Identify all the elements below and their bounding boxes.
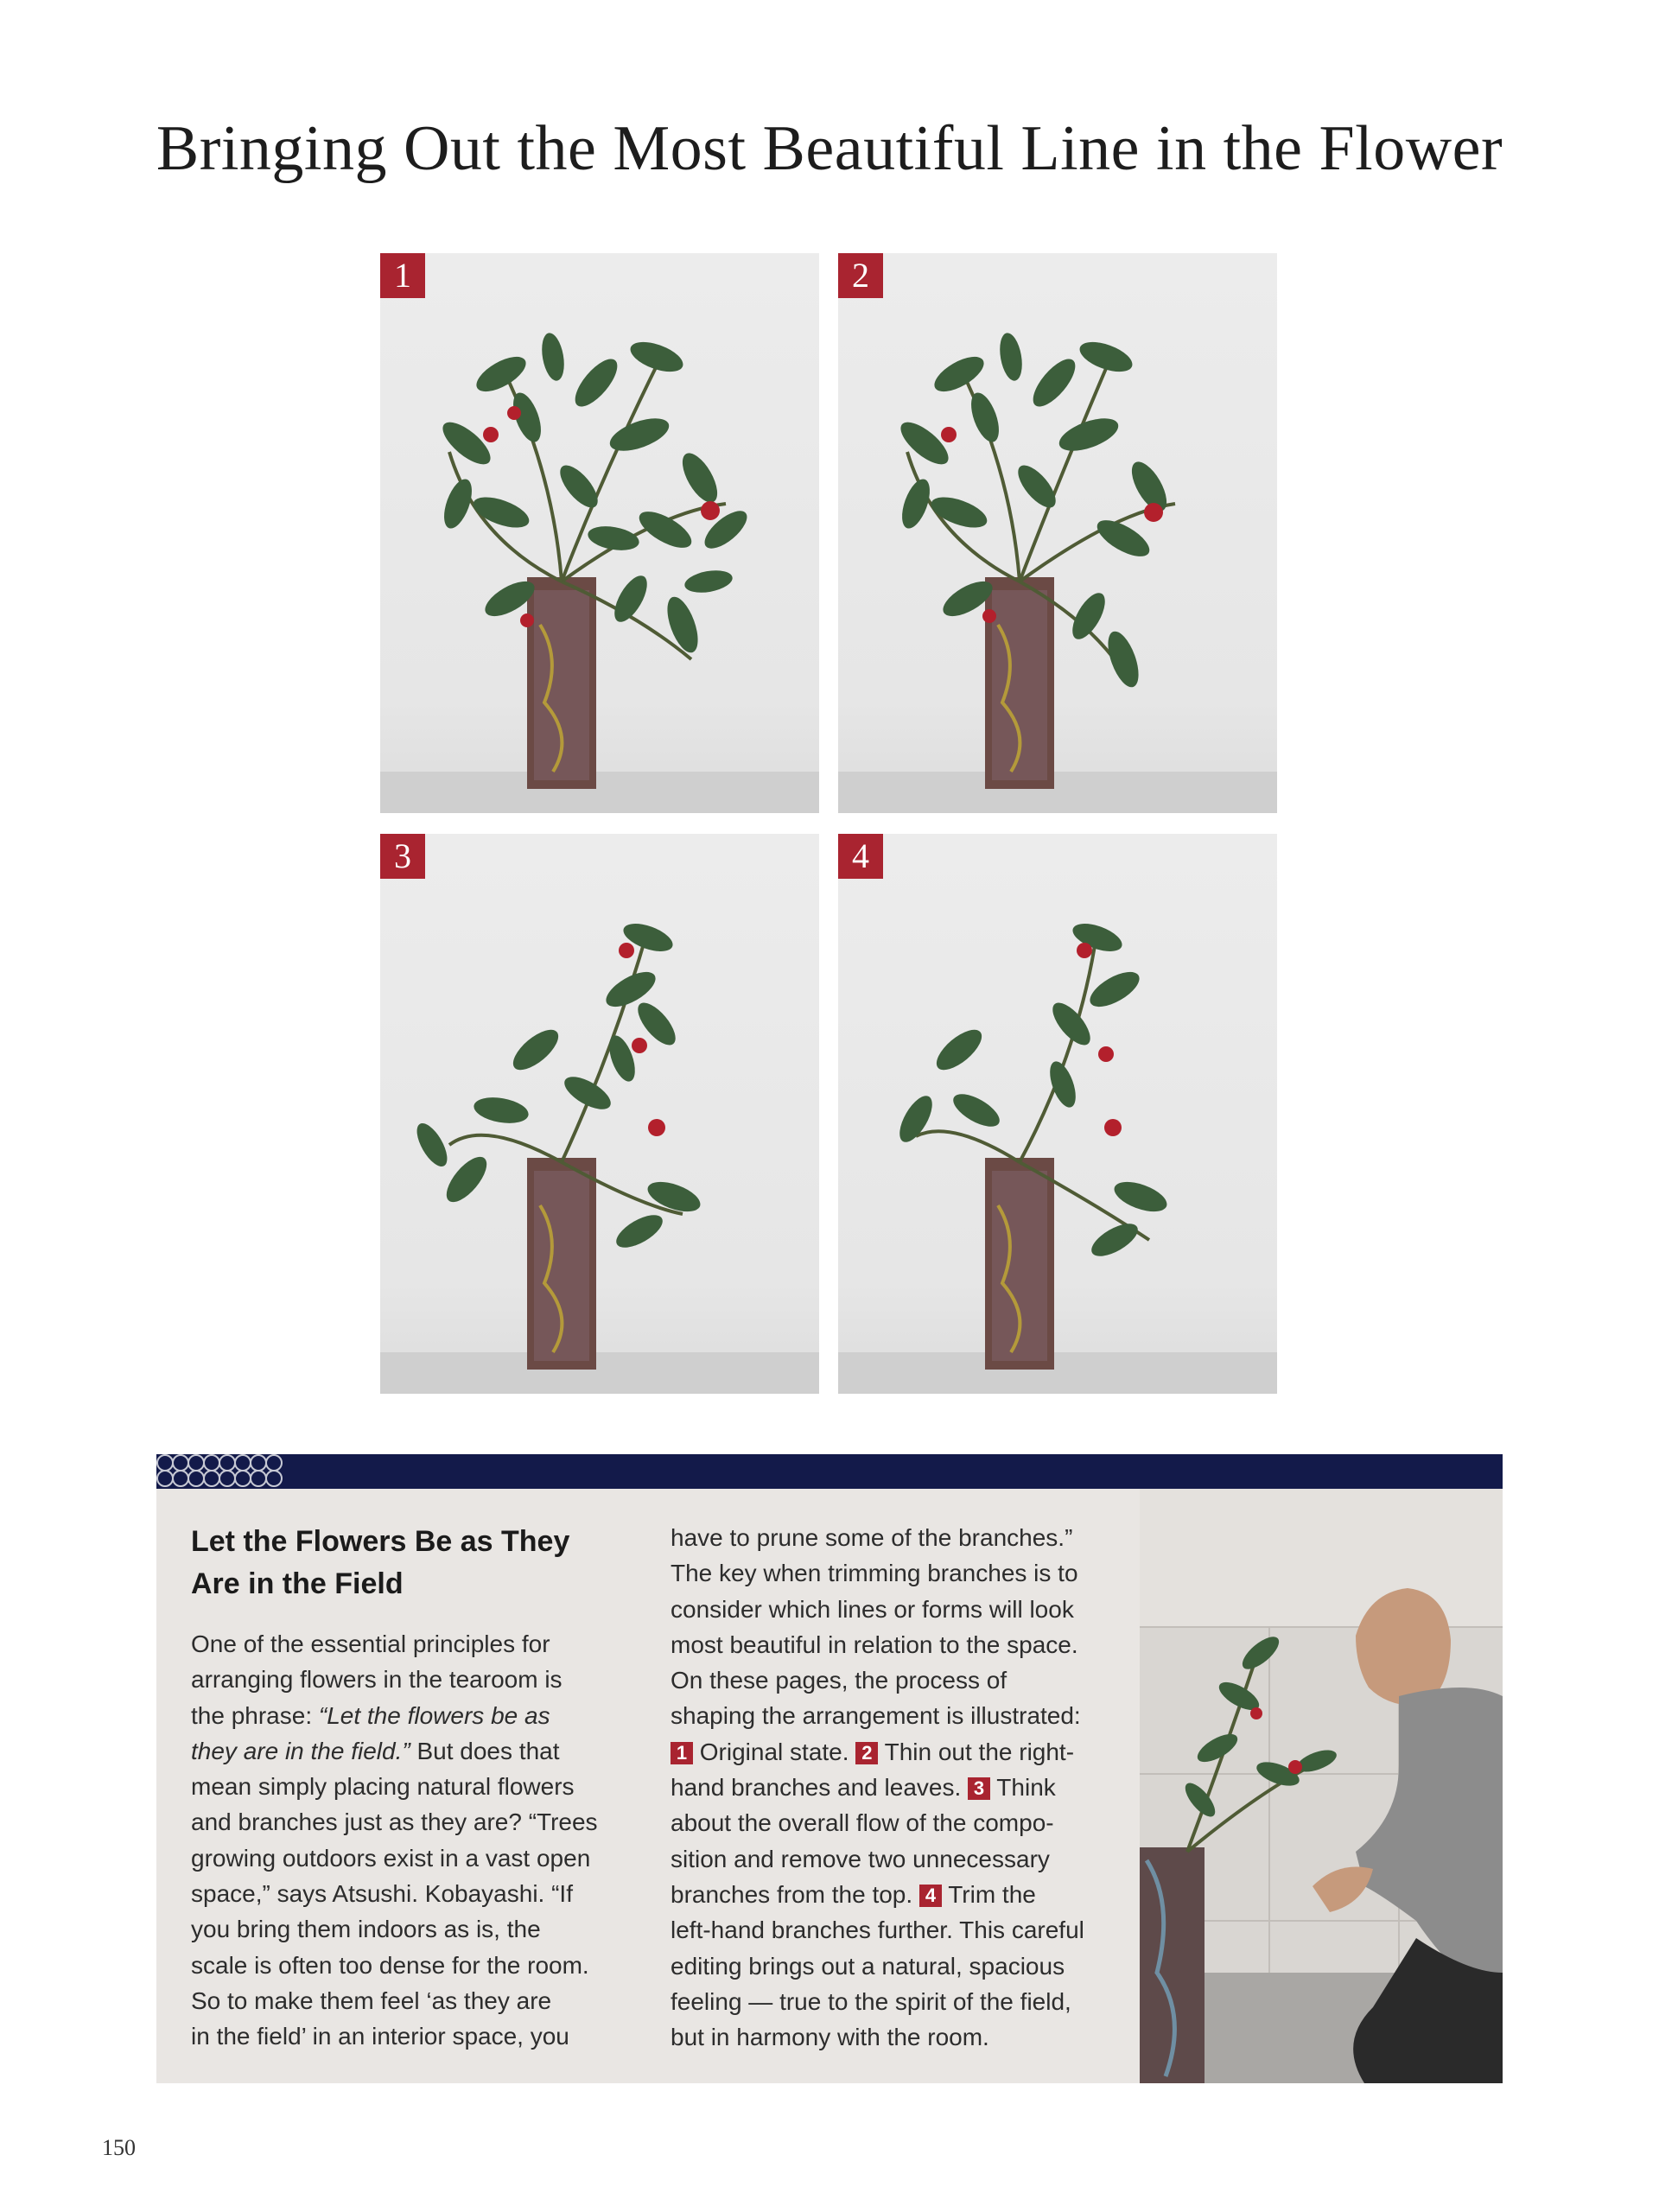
arrangement-illustration xyxy=(380,834,819,1394)
sidebar-text-column-1: One of the essential principles for arranging flowers in the tearoom is the phrase: “Let the flowers be as they are in the field.” But does that mean simply placing natural flowers and branches just as they are? “Trees growing outdoors exist in a vast open space,” says Atsushi. Kobayashi. “If you bring them indoors as is, the scale is often too dense for the room. So to make them feel ‘as they are in the field’ in an interior space, you xyxy=(191,1630,598,2050)
photo-number-badge: 1 xyxy=(380,253,425,298)
arrangement-photo-4 xyxy=(838,834,1277,1394)
artist-illustration xyxy=(1140,1489,1503,2083)
page-title: Bringing Out the Most Beautiful Line in the Flower xyxy=(156,113,1503,184)
arrangement-illustration xyxy=(838,253,1277,813)
artist-trimming-photo xyxy=(1140,1489,1503,2083)
step-badge-3: 3 xyxy=(968,1777,990,1800)
sidebar-decorative-band xyxy=(156,1454,1503,1489)
arrangement-illustration xyxy=(380,253,819,813)
sidebar-heading: Let the Flowers Be as They Are in the Field xyxy=(191,1525,570,1600)
step-badge-2: 2 xyxy=(855,1742,878,1764)
photo-number-badge: 2 xyxy=(838,253,883,298)
arrangement-photo-1 xyxy=(380,253,819,813)
step-badge-1: 1 xyxy=(671,1742,693,1764)
lattice-pattern-icon xyxy=(156,1454,286,1489)
arrangement-photo-2 xyxy=(838,253,1277,813)
sidebar-text-column-2: have to prune some of the branches.” The key when trimming branches is to consider which lines or forms will look most beautiful in relation to the space. On these pages, the process of shaping the arrangement is illustrated: 1 Original state. 2 Thin out the right- hand branches and leaves. 3 Think about the overall flow of the compo- sition and remove two unnecessary branches from the top. 4 Trim the left-hand branches further. This careful editing brings out a natural, spacious feeling — true to the spirit of the field, but in harmony with the room. xyxy=(671,1524,1084,2051)
arrangement-illustration xyxy=(838,834,1277,1394)
page-number: 150 xyxy=(102,2135,136,2160)
arrangement-photo-3 xyxy=(380,834,819,1394)
photo-number-badge: 4 xyxy=(838,834,883,879)
step-badge-4: 4 xyxy=(919,1885,942,1907)
photo-number-badge: 3 xyxy=(380,834,425,879)
